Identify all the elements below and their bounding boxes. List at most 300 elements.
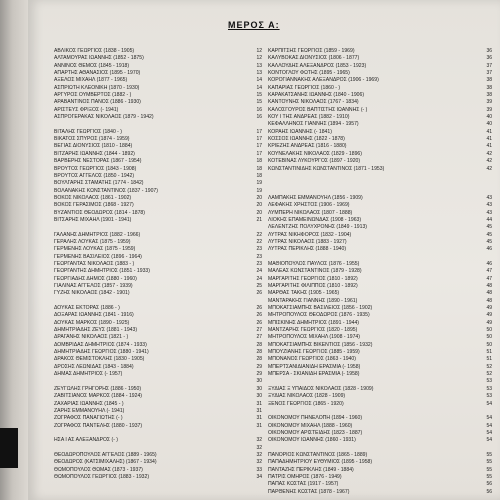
entry-page-number: 18 bbox=[256, 165, 262, 172]
entry-name: ΔΡΟΣΗΣ ΛΕΩΝΙΔΑΣ (1843 - 1884) bbox=[54, 363, 134, 370]
entry-page-number: 32 bbox=[256, 444, 262, 451]
index-entry bbox=[54, 393, 262, 400]
index-entry bbox=[268, 99, 492, 106]
entry-page-number: 16 bbox=[256, 114, 262, 121]
entry-name: ΟΙΚΟΝΟΜΟΥ ΙΩΑΝΝΗΣ (1860 - 1931) bbox=[268, 437, 356, 444]
entry-page-number: 27 bbox=[256, 327, 262, 334]
entry-page-number: 54 bbox=[486, 422, 492, 429]
index-entry bbox=[268, 121, 492, 128]
entry-name: ΟΙΚΟΝΟΜΟΥ ΜΙΧΑΗΛ (1888 - 1960) bbox=[268, 422, 353, 429]
index-entry bbox=[54, 423, 262, 430]
index-entry bbox=[54, 312, 262, 319]
entry-page-number: 38 bbox=[486, 77, 492, 84]
entry-name: ΠΑΝΟΡΙΟΣ ΚΩΝΣΤΑΝΤΙΝΟΣ (1865 - 1889) bbox=[268, 451, 368, 458]
entry-page-number: 31 bbox=[256, 400, 262, 407]
entry-name: ΒΙΚΑΤΟΣ ΣΠΥΡΟΣ (1874 - 1959) bbox=[54, 136, 130, 143]
index-entry bbox=[268, 188, 492, 195]
entry-page-number: 40 bbox=[486, 121, 492, 128]
index-entry bbox=[268, 320, 492, 327]
entry-page-number: 50 bbox=[486, 334, 492, 341]
entry-page-number: 53 bbox=[486, 378, 492, 385]
entry-page-number: 18 bbox=[256, 172, 262, 179]
index-entry bbox=[268, 217, 492, 224]
index-entry bbox=[54, 320, 262, 327]
entry-page-number: 45 bbox=[486, 231, 492, 238]
index-entry bbox=[268, 224, 492, 231]
entry-name: ΘΕΟΔΩΡΟΣ (ΚΑΤΣΙΜΙΧΑΛΗΣ) (1867 - 1934) bbox=[54, 459, 157, 466]
index-entry bbox=[268, 129, 492, 136]
index-entry bbox=[54, 386, 262, 393]
index-entry bbox=[54, 173, 262, 180]
entry-page-number: 34 bbox=[256, 473, 262, 480]
entry-name: ΜΠΕΡΤΣΑΝΙΔΙΑΝΙΔΗ ΕΡΑΣΜΙΑ (- 1958) bbox=[268, 363, 361, 370]
index-entry bbox=[54, 474, 262, 481]
entry-page-number: 17 bbox=[256, 128, 262, 135]
entry-name: ΔΡΑΓΑΝΗΣ ΝΙΚΟΛΑΟΣ (1821 - ) bbox=[54, 334, 129, 341]
entry-page-number: 28 bbox=[256, 356, 262, 363]
entry-name: ΓΕΩΡΓΑΝΤΑΣ ΝΙΚΟΛΑΟΣ (1883 - ) bbox=[54, 260, 135, 267]
entry-page-number: 54 bbox=[486, 415, 492, 422]
index-entry bbox=[268, 195, 492, 202]
entry-name: ΠΑΡΘΕΝΗΣ ΚΩΣΤΑΣ (1878 - 1967) bbox=[268, 488, 350, 495]
entry-name: ΠΑΝΤΑΖΗΣ ΠΕΡΙΚΛΗΣ (1849 - 1884) bbox=[268, 466, 354, 473]
index-entry bbox=[54, 63, 262, 70]
index-entry bbox=[54, 166, 262, 173]
index-entry bbox=[268, 445, 492, 452]
entry-name: ΔΗΜΑΣ ΔΗΜΗΤΡΙΟΣ (- 1957) bbox=[54, 371, 123, 378]
entry-name: ΔΟΜΒΡΙΔΑΣ ΔΗΜΗΤΡΙΟΣ (1874 - 1933) bbox=[54, 341, 147, 348]
index-entry bbox=[268, 143, 492, 150]
entry-name: ΒΡΟΥΤΟΣ ΑΓΓΕΛΟΣ (1850 - 1942) bbox=[54, 172, 135, 179]
entry-name: ΓΙΑΛΙΝΑΣ ΑΓΓΕΛΟΣ (1857 - 1939) bbox=[54, 283, 133, 289]
entry-name: ΚΑΛΥΒΟΚΑΣ ΔΙΟΝΥΣΙΟΣ (1806 - 1877) bbox=[268, 55, 360, 62]
entry-name: ΜΠΙΣΚΙΝΗΣ ΔΗΜΗΤΡΙΟΣ (1891 - 1944) bbox=[268, 319, 359, 326]
entry-name: ΑΝΝΙΝΟΣ ΘΕΜΟΣ (1845 - 1918) bbox=[54, 62, 130, 69]
index-entry bbox=[54, 180, 262, 187]
entry-name: ΘΩΜΟΠΟΥΛΟΣ ΓΕΩΡΓΙΟΣ (1883 - 1932) bbox=[54, 473, 150, 480]
index-entry bbox=[54, 290, 262, 297]
index-entry bbox=[268, 298, 492, 305]
entry-name: ΜΑΡΘΑΣ ΤΑΚΗΣ (1905 - 1965) bbox=[268, 290, 340, 297]
entry-page-number: 41 bbox=[486, 143, 492, 150]
index-entry bbox=[268, 342, 492, 349]
index-entry bbox=[54, 188, 262, 195]
index-entry bbox=[268, 254, 492, 261]
index-entry bbox=[54, 452, 262, 459]
entry-page-number: 13 bbox=[256, 70, 262, 77]
entry-page-number: 32 bbox=[256, 459, 262, 466]
index-entry bbox=[268, 489, 492, 496]
entry-page-number: 55 bbox=[486, 466, 492, 473]
entry-name: ΛΕΦΑΚΗΣ ΧΡΗΣΤΟΣ (1906 - 1969) bbox=[268, 202, 350, 209]
entry-name: ΛΥΜΠΕΡΗ ΝΙΚΟΛΑΟΣ (1807 - 1888) bbox=[268, 209, 353, 216]
entry-name: ΓΕΩΡΓΙΑΔΗΣ ΔΗΜΟΣ (1880 - 1960) bbox=[54, 275, 137, 282]
index-entry bbox=[268, 290, 492, 297]
entry-page-number: 30 bbox=[256, 385, 262, 392]
entry-page-number: 50 bbox=[486, 341, 492, 348]
index-entry bbox=[268, 371, 492, 378]
index-entry bbox=[268, 173, 492, 180]
entry-page-number: 53 bbox=[486, 385, 492, 392]
entry-page-number: 17 bbox=[256, 136, 262, 143]
entry-name: ΜΠΕΡΣΑ - ΣΚΙΑΝΙΔΗ ΕΡΑΣΜΙΑ (- 1958) bbox=[268, 371, 360, 378]
entry-page-number: 49 bbox=[486, 312, 492, 319]
index-entry bbox=[268, 305, 492, 312]
entry-name: ΚΑΛΛΟΥΔΗΣ ΑΛΕΞΑΝΔΡΟΣ (1853 - 1923) bbox=[268, 62, 367, 69]
index-entry bbox=[54, 121, 262, 128]
entry-page-number: 32 bbox=[256, 437, 262, 444]
entry-name: ΓΕΡΜΕΝΗΣ ΛΟΥΚΑΣ (1875 - 1959) bbox=[54, 246, 136, 253]
index-entry bbox=[268, 55, 492, 62]
entry-name: ΖΩΓΡΑΦΟΣ ΠΑΝΑΓΙΩΤΗΣ (- ) bbox=[54, 415, 123, 422]
entry-name: ΘΩΜΟΠΟΥΛΟΣ ΘΩΜΑΣ (1873 - 1937) bbox=[54, 466, 143, 473]
entry-page-number: 43 bbox=[486, 194, 492, 201]
index-entry bbox=[268, 393, 492, 400]
entry-page-number: 42 bbox=[486, 165, 492, 172]
entry-name: ΓΕΩΡΓΑΝΤΗΣ ΔΗΜΗΤΡΙΟΣ (1851 - 1933) bbox=[54, 268, 150, 275]
entry-name: ΜΗΤΡΟΠΟΥΛΟΣ ΜΙΧΑΗΛ (1908 - 1974) bbox=[268, 334, 360, 341]
entry-page-number: 49 bbox=[486, 319, 492, 326]
entry-name: ΜΑΘΙΟΠΟΥΛΟΣ ΠΑΥΛΟΣ (1876 - 1955) bbox=[268, 260, 360, 267]
entry-page-number: 48 bbox=[486, 283, 492, 289]
entry-page-number: 12 bbox=[256, 48, 262, 54]
index-entry bbox=[54, 143, 262, 150]
entry-page-number: 29 bbox=[256, 371, 262, 378]
index-entry bbox=[54, 77, 262, 84]
entry-page-number: 24 bbox=[256, 275, 262, 282]
index-entry bbox=[268, 408, 492, 415]
entry-name: ΜΠΟΚΑΤΣΙΑΜΠΗΣ ΒΑΣΙΛΕΙΟΣ (1856 - 1902) bbox=[268, 305, 373, 312]
index-entry bbox=[54, 378, 262, 385]
entry-page-number: 56 bbox=[486, 488, 492, 495]
index-entry bbox=[54, 459, 262, 466]
index-entry bbox=[54, 283, 262, 290]
entry-name: ΒΙΤΣΑΡΗΣ ΜΙΧΑΗΛ (1901 - 1941) bbox=[54, 216, 132, 223]
entry-page-number: 46 bbox=[486, 260, 492, 267]
entry-name: ΜΑΡΓΑΡΙΤΗΣ ΓΕΩΡΓΙΟΣ (1810 - 1892) bbox=[268, 275, 358, 282]
entry-page-number: 54 bbox=[486, 429, 492, 436]
entry-name: ΓΕΡΜΕΝΗΣ ΒΑΣΙΛΕΙΟΣ (1896 - 1964) bbox=[54, 253, 142, 260]
book-spine bbox=[0, 0, 28, 500]
entry-name: ΔΟΥΚΑΣ ΜΑΡΚΟΣ (1890 - 1925) bbox=[54, 319, 130, 326]
entry-name: ΚΩΝΣΤΑΝΤΙΝΙΔΗΣ ΚΩΝΣΤΑΝΤΙΝΟΣ (1871 - 1953) bbox=[268, 165, 385, 172]
index-entry bbox=[268, 415, 492, 422]
entry-name: ΚΟΡΑΗΣ ΙΩΑΝΝΗΣ (- 1841) bbox=[268, 128, 332, 135]
entry-name: ΒΙΤΑΛΗΣ ΓΕΩΡΓΙΟΣ (1840 - ) bbox=[54, 128, 122, 135]
entry-name: ΚΑΡΑΚΑΤΣΑΝΗΣ ΙΩΑΝΝΗΣ (1840 - 1906) bbox=[268, 92, 365, 99]
entry-page-number: 26 bbox=[256, 290, 262, 297]
entry-page-number: 45 bbox=[486, 224, 492, 231]
entry-page-number: 31 bbox=[256, 415, 262, 422]
index-entry bbox=[54, 99, 262, 106]
index-entry bbox=[54, 371, 262, 378]
entry-name: ΚΟΤΕΒΙΝΑΣ ΛΥΚΟΥΡΓΟΣ (1897 - 1920) bbox=[268, 158, 361, 165]
entry-name: ΚΟΡΟΓΙΑΝΝΑΚΗΣ ΑΛΕΞΑΝΔΡΟΣ (1906 - 1969) bbox=[268, 77, 379, 84]
entry-name: ΒΕΓΙΑΣ ΔΙΟΝΥΣΙΟΣ (1810 - 1884) bbox=[54, 143, 133, 150]
entry-page-number: 38 bbox=[486, 92, 492, 99]
entry-name: ΑΣΠΡΙΩΤΗ ΚΛΕΟΝΙΚΗ (1870 - 1930) bbox=[54, 84, 140, 91]
index-entry bbox=[268, 166, 492, 173]
index-entry bbox=[268, 356, 492, 363]
index-entry bbox=[54, 129, 262, 136]
entry-name: ΑΠΑΡΤΗΣ ΑΘΑΝΑΣΙΟΣ (1895 - 1970) bbox=[54, 70, 141, 77]
entry-page-number: 33 bbox=[256, 466, 262, 473]
entry-page-number: 26 bbox=[256, 319, 262, 326]
index-entry bbox=[268, 467, 492, 474]
entry-page-number: 30 bbox=[256, 393, 262, 400]
index-entry bbox=[54, 342, 262, 349]
index-entry bbox=[54, 364, 262, 371]
entry-page-number: 31 bbox=[256, 422, 262, 429]
entry-name: ΒΙΤΖΑΡΗΣ ΙΩΑΝΝΗΣ (1844 - 1892) bbox=[54, 150, 135, 157]
entry-page-number: 43 bbox=[486, 202, 492, 209]
entry-name: ΛΙΟΚΗΣ ΕΠΑΜΕΙΝΩΝΔΑΣ (1908 - 1963) bbox=[268, 216, 362, 223]
entry-page-number: 19 bbox=[256, 187, 262, 194]
index-entry bbox=[54, 210, 262, 217]
entry-name: ΚΟΝΤΟΓΛΟΥ ΦΩΤΗΣ (1895 - 1965) bbox=[268, 70, 350, 77]
index-entry bbox=[268, 239, 492, 246]
entry-name: ΛΕΛΕΝΤΖΗΣ ΠΟΛΥΧΡΟΝΗΣ (1849 - 1913) bbox=[268, 224, 367, 231]
entry-page-number: 54 bbox=[486, 437, 492, 444]
index-entry bbox=[268, 452, 492, 459]
entry-page-number: 12 bbox=[256, 55, 262, 62]
index-entry bbox=[54, 239, 262, 246]
index-entry bbox=[268, 246, 492, 253]
entry-page-number: 51 bbox=[486, 356, 492, 363]
index-entry bbox=[54, 55, 262, 62]
entry-page-number: 16 bbox=[256, 106, 262, 113]
entry-page-number: 53 bbox=[486, 393, 492, 400]
entry-page-number: 46 bbox=[486, 246, 492, 253]
entry-name: ΖΑΧΑΡΙΑΣ ΙΩΑΝΝΗΣ (1845 - ) bbox=[54, 400, 124, 407]
index-entry bbox=[268, 48, 492, 55]
index-entry bbox=[54, 224, 262, 231]
index-entry bbox=[54, 92, 262, 99]
index-entry bbox=[268, 349, 492, 356]
entry-name: ΔΡΑΚΟΣ ΘΕΜΙΣΤΟΚΛΗΣ (1830 - 1905) bbox=[54, 356, 145, 363]
entry-name: ΒΟΚΟΣ ΝΙΚΟΛΑΟΣ (1861 - 1902) bbox=[54, 194, 132, 201]
index-entry bbox=[268, 401, 492, 408]
index-entry bbox=[54, 334, 262, 341]
entry-name: ΗΣΑ Ι ΑΣ ΑΛΕΞΑΝΔΡΟΣ (- ) bbox=[54, 437, 119, 444]
entry-page-number: 54 bbox=[486, 400, 492, 407]
entry-page-number: 29 bbox=[256, 363, 262, 370]
entry-name: ΖΑΒΙΤΣΙΑΝΟΣ ΜΑΡΚΟΣ (1884 - 1924) bbox=[54, 393, 142, 400]
entry-page-number: 50 bbox=[486, 327, 492, 334]
entry-page-number: 28 bbox=[256, 349, 262, 356]
index-entry bbox=[268, 107, 492, 114]
index-entry bbox=[54, 415, 262, 422]
entry-page-number: 55 bbox=[486, 473, 492, 480]
entry-page-number: 15 bbox=[256, 99, 262, 106]
entry-name: ΑΣΠΡΟΓΕΡΑΚΑΣ ΝΙΚΟΛΑΟΣ (1879 - 1942) bbox=[54, 114, 154, 121]
entry-name: ΚΑΛΟΣΓΟΥΡΟΣ ΒΑΠΤΙΣΤΗΣ ΙΩΑΝΝΗΣ (- ) bbox=[268, 106, 368, 113]
index-entry bbox=[54, 349, 262, 356]
entry-page-number: 49 bbox=[486, 305, 492, 312]
entry-page-number: 39 bbox=[486, 106, 492, 113]
index-entry bbox=[268, 334, 492, 341]
entry-page-number: 25 bbox=[256, 283, 262, 289]
entry-page-number: 45 bbox=[486, 238, 492, 245]
index-entry bbox=[268, 312, 492, 319]
index-entry bbox=[54, 217, 262, 224]
entry-page-number: 19 bbox=[256, 180, 262, 187]
entry-page-number: 31 bbox=[256, 407, 262, 414]
entry-name: ΛΥΤΡΑΣ ΝΙΚΟΛΑΟΣ (1883 - 1927) bbox=[268, 238, 347, 245]
index-entry bbox=[268, 474, 492, 481]
index-entry bbox=[268, 136, 492, 143]
entry-name: ΔΗΜΗΤΡΙΑΔΗΣ ΓΕΩΡΓΙΟΣ (1880 - 1941) bbox=[54, 349, 149, 356]
entry-name: ΚΟΥ Ι ΤΗΣ ΑΝΔΡΕΑΣ (1882 - 1910) bbox=[268, 114, 350, 121]
index-entry bbox=[54, 202, 262, 209]
entry-page-number: 40 bbox=[486, 114, 492, 121]
entry-page-number: 52 bbox=[486, 363, 492, 370]
entry-name: ΚΡΙΕΖΗΣ ΑΝΔΡΕΑΣ (1816 - 1880) bbox=[268, 143, 347, 150]
index-entry bbox=[268, 202, 492, 209]
entry-name: ΔΟΞΑΡΑΣ ΙΩΑΝΝΗΣ (1841 - 1916) bbox=[54, 312, 134, 319]
entry-name: ΜΗΤΡΟΠΟΥΛΟΣ ΘΕΟΔΩΡΟΣ (1876 - 1935) bbox=[268, 312, 370, 319]
entry-name: ΑΒΛΙΚΟΣ ΓΕΩΡΓΙΟΣ (1838 - 1905) bbox=[54, 48, 135, 54]
index-entry bbox=[54, 136, 262, 143]
entry-name: ΜΠΟΝΑΝΟΣ ΓΕΩΡΓΙΟΣ (1863 - 1940) bbox=[268, 356, 356, 363]
index-entry bbox=[54, 305, 262, 312]
entry-page-number: 20 bbox=[256, 194, 262, 201]
entry-name: ΞΕΝΟΣ ΓΕΩΡΓΙΟΣ (1865 - 1920) bbox=[268, 400, 344, 407]
entry-name: ΛΥΤΡΑΣ ΠΕΡΙΚΛΗΣ (1888 - 1940) bbox=[268, 246, 347, 253]
entry-name: ΞΥΔΙΑΣ ΝΙΚΟΛΑΟΣ (1828 - 1909) bbox=[268, 393, 346, 400]
entry-page-number: 41 bbox=[486, 136, 492, 143]
entry-name: ΜΠΟΚΑΤΣΙΑΜΠΗΣ ΒΙΚΕΝΤΙΟΣ (1856 - 1932) bbox=[268, 341, 373, 348]
entry-page-number: 56 bbox=[486, 481, 492, 488]
entry-page-number: 41 bbox=[486, 128, 492, 135]
entry-page-number: 39 bbox=[486, 99, 492, 106]
index-entry bbox=[268, 114, 492, 121]
entry-name: ΑΛΤΑΜΟΥΡΑΣ ΙΩΑΝΝΗΣ (1852 - 1875) bbox=[54, 55, 144, 62]
entry-name: ΒΟΚΟΣ ΓΕΡΑΣΙΜΟΣ (1868 - 1927) bbox=[54, 202, 134, 209]
entry-name: ΚΟΣΣΟΣ ΙΩΑΝΝΗΣ (1822 - 1878) bbox=[268, 136, 345, 143]
entry-page-number: 48 bbox=[486, 297, 492, 304]
index-entry bbox=[268, 459, 492, 466]
entry-page-number: 28 bbox=[256, 341, 262, 348]
entry-name: ΓΥΖΗΣ ΝΙΚΟΛΑΟΣ (1842 - 1901) bbox=[54, 290, 130, 297]
entry-page-number: 42 bbox=[486, 150, 492, 157]
index-entry bbox=[268, 423, 492, 430]
index-entry bbox=[54, 85, 262, 92]
right-index-column bbox=[268, 48, 492, 496]
entry-page-number: 23 bbox=[256, 260, 262, 267]
entry-name: ΔΗΜΗΤΡΙΑΔΗΣ ΖΕΥΣ (1881 - 1943) bbox=[54, 327, 138, 334]
entry-name: ΘΕΟΔΩΡΟΠΟΥΛΟΣ ΑΓΓΕΛΟΣ (1889 - 1965) bbox=[54, 451, 157, 458]
entry-page-number: 47 bbox=[486, 275, 492, 282]
entry-page-number: 24 bbox=[256, 268, 262, 275]
entry-page-number: 47 bbox=[486, 268, 492, 275]
index-entry bbox=[54, 151, 262, 158]
index-entry bbox=[54, 232, 262, 239]
index-entry bbox=[54, 356, 262, 363]
entry-page-number: 17 bbox=[256, 150, 262, 157]
index-entry bbox=[268, 327, 492, 334]
entry-page-number: 36 bbox=[486, 48, 492, 54]
entry-name: ΒΥΖΑΝΤΙΟΣ ΘΕΟΔΩΡΟΣ (1814 - 1878) bbox=[54, 209, 145, 216]
entry-page-number: 37 bbox=[486, 70, 492, 77]
index-entry bbox=[268, 232, 492, 239]
index-entry bbox=[268, 283, 492, 290]
index-entry bbox=[54, 268, 262, 275]
index-page bbox=[28, 0, 500, 500]
entry-name: ΚΑΠΑΡΙΑΣ ΓΕΩΡΓΙΟΣ (1860 - ) bbox=[268, 84, 341, 91]
entry-name: ΑΡΓΥΡΟΣ ΟΥΜΒΕΡΤΟΣ (1882 - ) bbox=[54, 92, 132, 99]
entry-page-number: 20 bbox=[256, 202, 262, 209]
page-title: ΜΕΡΟΣ Α: bbox=[228, 20, 280, 30]
entry-page-number: 32 bbox=[256, 451, 262, 458]
index-entry bbox=[54, 298, 262, 305]
entry-name: ΜΑΛΕΑΣ ΚΩΝΣΤΑΝΤΙΝΟΣ (1879 - 1928) bbox=[268, 268, 362, 275]
index-entry bbox=[54, 48, 262, 55]
index-entry bbox=[268, 77, 492, 84]
entry-name: ΠΑΠΑΣ ΚΩΣΤΑΣ (1917 - 1957) bbox=[268, 481, 339, 488]
entry-page-number: 23 bbox=[256, 253, 262, 260]
index-entry bbox=[268, 180, 492, 187]
entry-name: ΜΠΟΥΖΙΑΝΗΣ ΓΕΩΡΓΙΟΣ (1885 - 1959) bbox=[268, 349, 360, 356]
entry-page-number: 37 bbox=[486, 62, 492, 69]
index-entry bbox=[268, 210, 492, 217]
entry-page-number: 27 bbox=[256, 334, 262, 341]
entry-name: ΑΡΑΒΑΝΤΙΝΟΣ ΠΑΝΟΣ (1886 - 1930) bbox=[54, 99, 141, 106]
entry-name: ΓΑΛΑΝΗΣ ΔΗΜΗΤΡΙΟΣ (1882 - 1966) bbox=[54, 231, 141, 238]
entry-name: ΟΙΚΟΝΟΜΟΥ ΑΡΙΣΤΕΙΔΗΣ (1823 - 1887) bbox=[268, 429, 363, 436]
index-entry bbox=[268, 437, 492, 444]
index-entry bbox=[54, 261, 262, 268]
entry-name: ΞΥΔΙΑΣ Ξ ΥΠΑΙΔΟΣ ΝΙΚΟΛΑΟΣ (1828 - 1909) bbox=[268, 385, 374, 392]
index-entry bbox=[268, 364, 492, 371]
entry-name: ΜΑΝΤΑΡΑΚΗΣ ΓΙΑΝΝΗΣ (1890 - 1961) bbox=[268, 297, 358, 304]
index-entry bbox=[268, 151, 492, 158]
entry-name: ΛΥΤΡΑΣ ΝΙΚΗΦΟΡΟΣ (1832 - 1904) bbox=[268, 231, 352, 238]
index-entry bbox=[54, 445, 262, 452]
entry-page-number: 21 bbox=[256, 216, 262, 223]
index-entry bbox=[268, 70, 492, 77]
entry-name: ΠΑΠΑΔΗΜΗΤΡΙΟΥ ΕΥΘΥΜΙΟΣ (1895 - 1958) bbox=[268, 459, 373, 466]
entry-page-number: 55 bbox=[486, 451, 492, 458]
entry-page-number: 52 bbox=[486, 371, 492, 378]
entry-page-number: 14 bbox=[256, 84, 262, 91]
entry-name: ΚΟΥΝΕΛΑΚΗΣ ΝΙΚΟΛΑΟΣ (1829 - 1896) bbox=[268, 150, 362, 157]
entry-page-number: 13 bbox=[256, 62, 262, 69]
index-entry bbox=[268, 158, 492, 165]
entry-name: ΜΑΝΤΖΑΡΗΣ ΓΕΩΡΓΙΟΣ (1820 - 1895) bbox=[268, 327, 358, 334]
entry-page-number: 36 bbox=[486, 55, 492, 62]
entry-page-number: 44 bbox=[486, 216, 492, 223]
entry-page-number: 51 bbox=[486, 349, 492, 356]
entry-page-number: 17 bbox=[256, 143, 262, 150]
entry-page-number: 20 bbox=[256, 209, 262, 216]
index-entry bbox=[54, 195, 262, 202]
entry-page-number: 14 bbox=[256, 77, 262, 84]
index-entry bbox=[54, 467, 262, 474]
index-entry bbox=[54, 327, 262, 334]
entry-name: ΖΕΥΓΩΛΗΣ ΓΡΗΓΟΡΗΣ (1886 - 1950) bbox=[54, 385, 142, 392]
entry-page-number: 55 bbox=[486, 459, 492, 466]
index-entry bbox=[268, 481, 492, 488]
entry-name: ΑΡΙΣΤΕΥΣ ΦΡΙΞΟΣ (- 1941) bbox=[54, 106, 119, 113]
entry-page-number: 26 bbox=[256, 312, 262, 319]
entry-name: ΒΑΡΒΕΡΗΣ ΝΕΣΤΟΡΑΣ (1867 - 1954) bbox=[54, 158, 142, 165]
entry-page-number: 18 bbox=[256, 158, 262, 165]
entry-name: ΒΡΟΥΤΟΣ ΓΕΩΡΓΙΟΣ (1843 - 1908) bbox=[54, 165, 137, 172]
entry-page-number: 30 bbox=[256, 378, 262, 385]
entry-page-number: 22 bbox=[256, 238, 262, 245]
index-entry bbox=[54, 276, 262, 283]
